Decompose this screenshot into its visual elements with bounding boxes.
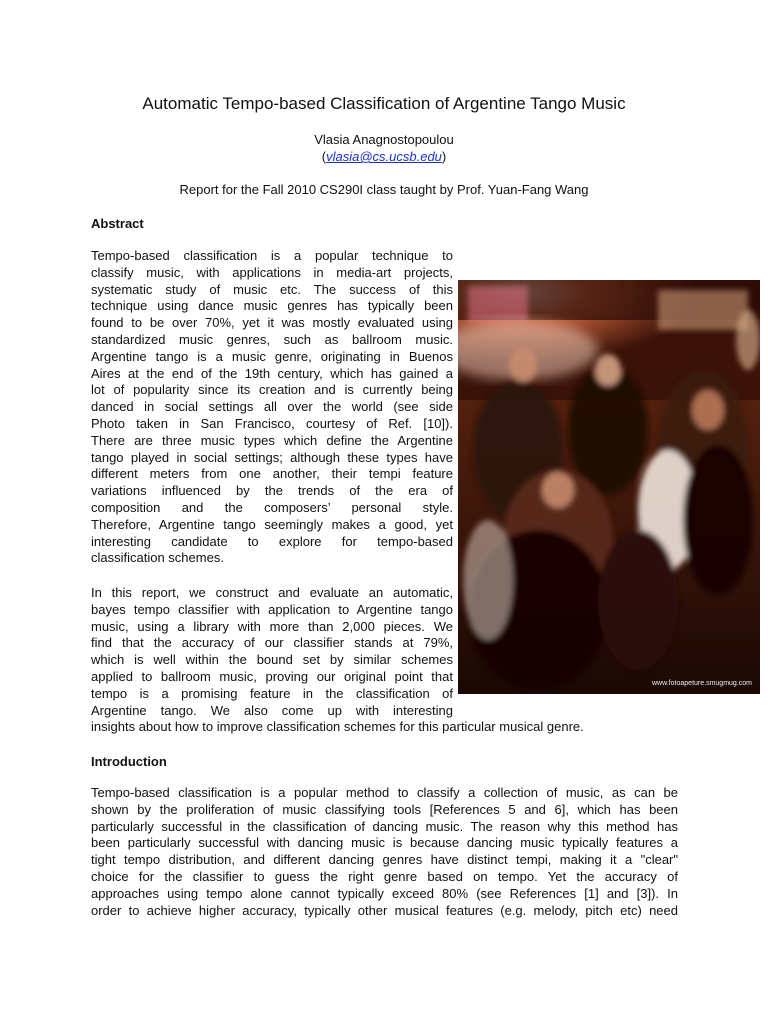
text-line: systematic study of music etc. The success of this bbox=[91, 281, 453, 297]
text-line: tango played in social settings; although these types have bbox=[91, 449, 453, 465]
text-line: variations influenced by the trends of the era of bbox=[91, 483, 453, 499]
text-line: interesting candidate to explore for tempo-based bbox=[91, 533, 453, 549]
author-name: Vlasia Anagnostopoulou bbox=[314, 132, 454, 147]
photo-credit: www.fotoapeture.smugmug.com bbox=[652, 680, 752, 687]
text-line: Argentine tango is a music genre, originating in Buenos bbox=[91, 348, 453, 364]
text-line: find that the accuracy of our classifier stands at 79%, bbox=[91, 635, 453, 651]
text-line: choice for the classifier to guess the right genre based on tempo. Yet the accuracy of bbox=[91, 868, 678, 884]
text-line: applied to ballroom music, proving our original point that bbox=[91, 668, 453, 684]
text-line: tempo is a promising feature in the classification of bbox=[91, 685, 453, 701]
introduction-heading: Introduction bbox=[91, 754, 167, 769]
text-line: Aires at the end of the 19th century, which has gained a bbox=[91, 365, 453, 381]
text-line: lot of popularity since its creation and is currently being bbox=[91, 382, 453, 398]
text-line: been particularly successful with dancing music is because dancing music typically features a bbox=[91, 835, 678, 851]
text-line: Argentine tango. We also come up with interesting bbox=[91, 702, 453, 718]
author-email-link[interactable]: vlasia@cs.ucsb.edu bbox=[326, 149, 442, 164]
text-line: tight tempo distribution, and different dancing genres have distinct tempi, making it a "clear" bbox=[91, 852, 678, 868]
introduction-paragraph bbox=[91, 785, 678, 919]
text-line: standardized music genres, such as ballroom music. bbox=[91, 331, 453, 347]
text-line: In this report, we construct and evaluate an automatic, bbox=[91, 585, 453, 600]
text-line: different meters from one another, their tempi feature bbox=[91, 466, 453, 482]
text-line: bayes tempo classifier with application to Argentine tango bbox=[91, 601, 453, 617]
text-line: insights about how to improve classification schemes for this particular musical genre. bbox=[91, 719, 584, 735]
text-line: Tempo-based classification is a popular method to classify a collection of music, as can be bbox=[91, 785, 678, 800]
text-line: found to be over 70%, yet it was mostly evaluated using bbox=[91, 315, 453, 331]
text-line: approaches using tempo alone cannot typically exceed 80% (see References [1] and [3]). In bbox=[91, 885, 678, 901]
text-line: There are three music types which define the Argentine bbox=[91, 432, 453, 448]
report-line: Report for the Fall 2010 CS290I class taught by Prof. Yuan-Fang Wang bbox=[179, 182, 589, 197]
text-line: shown by the proliferation of music classifying tools [References 5 and 6], which has been bbox=[91, 801, 678, 817]
text-line: particularly successful in the classification of dancing music. The reason why this method has bbox=[91, 818, 678, 834]
text-line: Therefore, Argentine tango seemingly makes a good, yet bbox=[91, 516, 453, 532]
text-line: Tempo-based classification is a popular technique to bbox=[91, 248, 453, 263]
paper-title: Automatic Tempo-based Classification of Argentine Tango Music bbox=[142, 94, 626, 113]
photo-image bbox=[458, 280, 760, 694]
text-line: composition and the composers’ personal style. bbox=[91, 499, 453, 515]
text-line: danced in social settings all over the world (see side bbox=[91, 399, 453, 415]
text-line: order to achieve higher accuracy, typically other musical features (e.g. melody, pitch etc) need bbox=[91, 902, 678, 918]
text-line: classification schemes. bbox=[91, 550, 224, 566]
author-email-line: (vlasia@cs.ucsb.edu) bbox=[321, 149, 447, 164]
text-line: music, using a library with more than 2,000 pieces. We bbox=[91, 618, 453, 634]
abstract-paragraph-1 bbox=[91, 248, 453, 567]
abstract-heading: Abstract bbox=[91, 216, 144, 231]
tango-dancers-photo bbox=[458, 280, 760, 694]
abstract-paragraph-2 bbox=[91, 585, 584, 736]
text-line: which is well within the bound set by similar schemes bbox=[91, 652, 453, 668]
text-line: classify music, with applications in media-art projects, bbox=[91, 264, 453, 280]
text-line: Photo taken in San Francisco, courtesy of Ref. [10]). bbox=[91, 415, 453, 431]
text-line: technique using dance music genres has typically been bbox=[91, 298, 453, 314]
